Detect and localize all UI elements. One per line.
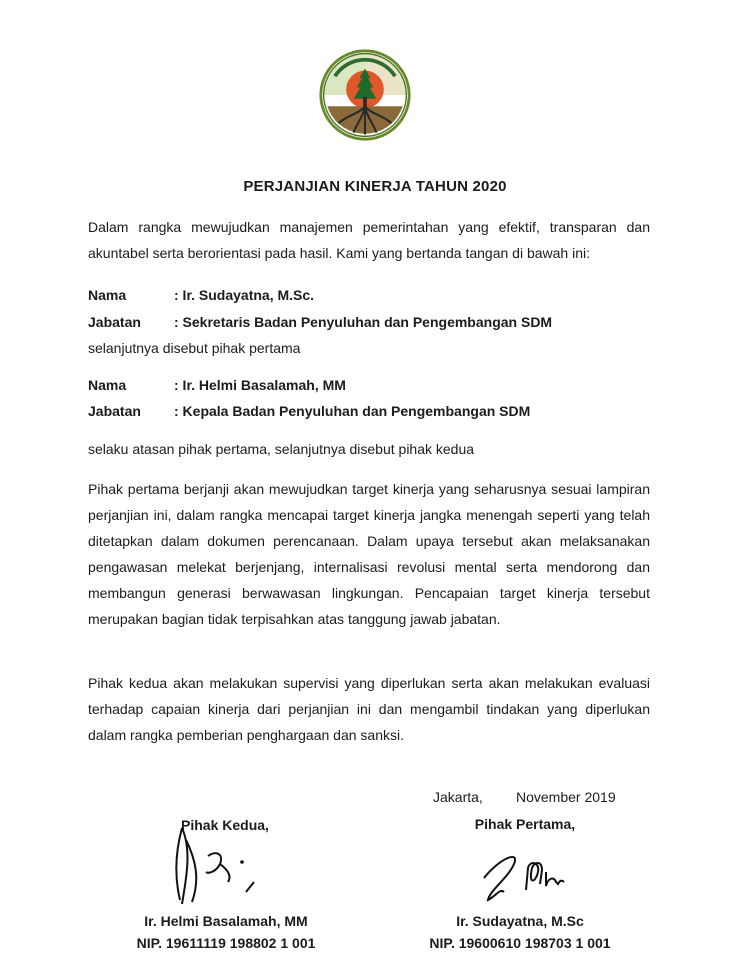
signature-right <box>470 838 580 908</box>
date: November 2019 <box>516 789 616 805</box>
signatory-right-nip: NIP. 19600610 198703 1 001 <box>429 935 611 951</box>
signature-left <box>162 820 272 910</box>
party2-note: selaku atasan pihak pertama, selanjutnya disebut pihak kedua <box>88 441 475 457</box>
party2-jabatan-label: Jabatan <box>88 403 141 419</box>
signatory-right-name: Ir. Sudayatna, M.Sc <box>456 913 584 929</box>
party2-nama-value: : Ir. Helmi Basalamah, MM <box>174 377 346 393</box>
commitment-paragraph: Pihak pertama berjanji akan mewujudkan target kinerja yang seharusnya sesuai lampiran perjanjian ini, dalam rangka mencapai target kinerja jangka menengah seperti yang telah ditetapkan dalam dokumen perencanaan. Dalam upaya tersebut akan melaksanakan pengawasan melekat berjenjang, internalisasi revolusi mental serta mendorong dan membangun generasi berwawasan lingkungan. Pencapaian target kinerja tersebut merupakan bagian tidak terpisahkan atas tanggung jawab jabatan. <box>88 481 650 627</box>
place: Jakarta, <box>433 789 483 805</box>
party1-jabatan-value: : Sekretaris Badan Penyuluhan dan Pengembangan SDM <box>174 314 553 330</box>
party1-jabatan-label: Jabatan <box>88 314 141 330</box>
party2-jabatan-value: : Kepala Badan Penyuluhan dan Pengembangan SDM <box>174 403 531 419</box>
party2-nama-label: Nama <box>88 377 127 393</box>
party1-nama-value: : Ir. Sudayatna, M.Sc. <box>174 287 315 303</box>
signatory-left-name: Ir. Helmi Basalamah, MM <box>144 913 308 929</box>
party1-note: selanjutnya disebut pihak pertama <box>88 340 301 356</box>
supervision-paragraph: Pihak kedua akan melakukan supervisi yang diperlukan serta akan melakukan evaluasi terhadap capaian kinerja dari perjanjian ini dan mengambil tindakan yang diperlukan dalam rangka pemberian penghargaan dan sanksi. <box>88 675 650 743</box>
ministry-logo <box>318 48 412 142</box>
signatory-left-nip: NIP. 19611119 198802 1 001 <box>136 935 316 951</box>
signatory-left-heading: Pihak Kedua, <box>181 817 269 833</box>
party1-nama-label: Nama <box>88 287 127 303</box>
document-title: PERJANJIAN KINERJA TAHUN 2020 <box>243 178 507 195</box>
signatory-right-heading: Pihak Pertama, <box>474 816 576 832</box>
intro-paragraph: Dalam rangka mewujudkan manajemen pemerintahan yang efektif, transparan dan akuntabel serta berorientasi pada hasil. Kami yang bertanda tangan di bawah ini: <box>88 219 650 261</box>
